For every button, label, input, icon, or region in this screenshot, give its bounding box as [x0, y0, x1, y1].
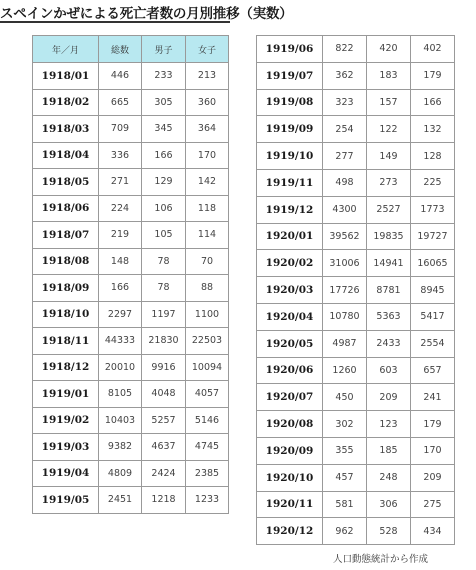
male-cell: 105: [142, 222, 186, 249]
table-row: [33, 328, 229, 355]
table-row: [257, 357, 455, 384]
table-row: [257, 464, 455, 491]
female-cell: 170: [411, 437, 455, 464]
total-cell: 4300: [323, 196, 367, 223]
month-cell: 1920/04: [257, 303, 323, 330]
table-row: [257, 116, 455, 143]
month-cell: 1919/01: [33, 381, 99, 408]
table-row: [257, 250, 455, 277]
total-cell: 362: [323, 62, 367, 89]
table-row: [257, 518, 455, 545]
female-cell: 241: [411, 384, 455, 411]
male-cell: 603: [367, 357, 411, 384]
title-underline: [0, 21, 230, 23]
female-cell: 70: [186, 248, 229, 275]
total-cell: 277: [323, 143, 367, 170]
total-cell: 446: [99, 63, 142, 90]
month-cell: 1920/09: [257, 437, 323, 464]
table-row: [33, 116, 229, 143]
male-cell: 248: [367, 464, 411, 491]
month-cell: 1918/11: [33, 328, 99, 355]
month-cell: 1918/03: [33, 116, 99, 143]
table-row: [33, 222, 229, 249]
female-cell: 1100: [186, 301, 229, 328]
total-cell: 2297: [99, 301, 142, 328]
month-cell: 1919/08: [257, 89, 323, 116]
total-cell: 10780: [323, 303, 367, 330]
female-cell: 19727: [411, 223, 455, 250]
table-row: [257, 437, 455, 464]
male-cell: 4637: [142, 434, 186, 461]
month-cell: 1920/12: [257, 518, 323, 545]
male-cell: 166: [142, 142, 186, 169]
month-cell: 1919/04: [33, 460, 99, 487]
header-female: 女子: [186, 36, 229, 63]
month-cell: 1918/12: [33, 354, 99, 381]
male-cell: 8781: [367, 277, 411, 304]
female-cell: 4745: [186, 434, 229, 461]
table-row: [257, 196, 455, 223]
male-cell: 14941: [367, 250, 411, 277]
month-cell: 1919/07: [257, 62, 323, 89]
male-cell: 209: [367, 384, 411, 411]
male-cell: 129: [142, 169, 186, 196]
total-cell: 2451: [99, 487, 142, 514]
female-cell: 657: [411, 357, 455, 384]
male-cell: 420: [367, 36, 411, 63]
female-cell: 213: [186, 63, 229, 90]
female-cell: 170: [186, 142, 229, 169]
source-note: 人口動態統計から作成: [332, 554, 428, 565]
male-cell: 2424: [142, 460, 186, 487]
male-cell: 1218: [142, 487, 186, 514]
month-cell: 1919/09: [257, 116, 323, 143]
male-cell: 19835: [367, 223, 411, 250]
total-cell: 31006: [323, 250, 367, 277]
male-cell: 528: [367, 518, 411, 545]
male-cell: 21830: [142, 328, 186, 355]
female-cell: 225: [411, 169, 455, 196]
male-cell: 1197: [142, 301, 186, 328]
deaths-table-right: [256, 35, 455, 545]
total-cell: 8105: [99, 381, 142, 408]
month-cell: 1918/09: [33, 275, 99, 302]
total-cell: 962: [323, 518, 367, 545]
month-cell: 1919/03: [33, 434, 99, 461]
total-cell: 302: [323, 411, 367, 438]
total-cell: 457: [323, 464, 367, 491]
total-cell: 498: [323, 169, 367, 196]
female-cell: 360: [186, 89, 229, 116]
total-cell: 44333: [99, 328, 142, 355]
month-cell: 1918/07: [33, 222, 99, 249]
table-row: [257, 36, 455, 63]
month-cell: 1919/05: [33, 487, 99, 514]
female-cell: 128: [411, 143, 455, 170]
month-cell: 1920/07: [257, 384, 323, 411]
table-row: [33, 248, 229, 275]
male-cell: 78: [142, 248, 186, 275]
month-cell: 1918/02: [33, 89, 99, 116]
total-cell: 10403: [99, 407, 142, 434]
female-cell: 2554: [411, 330, 455, 357]
male-cell: 106: [142, 195, 186, 222]
female-cell: 142: [186, 169, 229, 196]
total-cell: 39562: [323, 223, 367, 250]
table-row: [33, 195, 229, 222]
header-month: 年／月: [33, 36, 99, 63]
month-cell: 1918/01: [33, 63, 99, 90]
male-cell: 233: [142, 63, 186, 90]
month-cell: 1920/06: [257, 357, 323, 384]
total-cell: 4987: [323, 330, 367, 357]
female-cell: 88: [186, 275, 229, 302]
table-row: [257, 143, 455, 170]
table-row: [33, 354, 229, 381]
total-cell: 1260: [323, 357, 367, 384]
total-cell: 665: [99, 89, 142, 116]
female-cell: 166: [411, 89, 455, 116]
total-cell: 450: [323, 384, 367, 411]
month-cell: 1919/12: [257, 196, 323, 223]
male-cell: 5257: [142, 407, 186, 434]
female-cell: 4057: [186, 381, 229, 408]
male-cell: 9916: [142, 354, 186, 381]
male-cell: 78: [142, 275, 186, 302]
page-title: スペインかぜによる死亡者数の月別推移（実数）: [0, 6, 293, 22]
header-total: 総数: [99, 36, 142, 63]
total-cell: 148: [99, 248, 142, 275]
total-cell: 271: [99, 169, 142, 196]
total-cell: 20010: [99, 354, 142, 381]
total-cell: 166: [99, 275, 142, 302]
month-cell: 1918/05: [33, 169, 99, 196]
female-cell: 402: [411, 36, 455, 63]
total-cell: 581: [323, 491, 367, 518]
month-cell: 1920/03: [257, 277, 323, 304]
table-row: [257, 303, 455, 330]
female-cell: 179: [411, 62, 455, 89]
male-cell: 345: [142, 116, 186, 143]
total-cell: 355: [323, 437, 367, 464]
table-row: [33, 169, 229, 196]
month-cell: 1918/04: [33, 142, 99, 169]
male-cell: 157: [367, 89, 411, 116]
month-cell: 1919/10: [257, 143, 323, 170]
male-cell: 185: [367, 437, 411, 464]
table-row: [33, 460, 229, 487]
table-row: [33, 301, 229, 328]
table-row: [33, 275, 229, 302]
table-row: [257, 491, 455, 518]
male-cell: 4048: [142, 381, 186, 408]
female-cell: 275: [411, 491, 455, 518]
month-cell: 1920/05: [257, 330, 323, 357]
table-row: [257, 277, 455, 304]
month-cell: 1919/11: [257, 169, 323, 196]
female-cell: 118: [186, 195, 229, 222]
month-cell: 1918/06: [33, 195, 99, 222]
male-cell: 273: [367, 169, 411, 196]
male-cell: 2433: [367, 330, 411, 357]
female-cell: 1773: [411, 196, 455, 223]
total-cell: 336: [99, 142, 142, 169]
female-cell: 16065: [411, 250, 455, 277]
total-cell: 822: [323, 36, 367, 63]
female-cell: 8945: [411, 277, 455, 304]
female-cell: 132: [411, 116, 455, 143]
month-cell: 1920/10: [257, 464, 323, 491]
table-row: [33, 407, 229, 434]
table-row: [257, 89, 455, 116]
female-cell: 434: [411, 518, 455, 545]
table-row: [33, 89, 229, 116]
female-cell: 209: [411, 464, 455, 491]
month-cell: 1920/01: [257, 223, 323, 250]
month-cell: 1919/06: [257, 36, 323, 63]
table-header-row: [33, 36, 229, 63]
table-row: [257, 223, 455, 250]
deaths-table-left: [32, 35, 229, 514]
month-cell: 1918/10: [33, 301, 99, 328]
total-cell: 4809: [99, 460, 142, 487]
male-cell: 123: [367, 411, 411, 438]
month-cell: 1918/08: [33, 248, 99, 275]
table-row: [33, 142, 229, 169]
month-cell: 1920/11: [257, 491, 323, 518]
table-row: [257, 62, 455, 89]
total-cell: 9382: [99, 434, 142, 461]
total-cell: 709: [99, 116, 142, 143]
total-cell: 323: [323, 89, 367, 116]
male-cell: 305: [142, 89, 186, 116]
table-row: [33, 381, 229, 408]
female-cell: 5146: [186, 407, 229, 434]
female-cell: 1233: [186, 487, 229, 514]
table-row: [257, 411, 455, 438]
female-cell: 179: [411, 411, 455, 438]
month-cell: 1919/02: [33, 407, 99, 434]
male-cell: 306: [367, 491, 411, 518]
total-cell: 224: [99, 195, 142, 222]
total-cell: 254: [323, 116, 367, 143]
male-cell: 2527: [367, 196, 411, 223]
male-cell: 183: [367, 62, 411, 89]
month-cell: 1920/02: [257, 250, 323, 277]
table-row: [33, 487, 229, 514]
male-cell: 149: [367, 143, 411, 170]
male-cell: 5363: [367, 303, 411, 330]
month-cell: 1920/08: [257, 411, 323, 438]
header-male: 男子: [142, 36, 186, 63]
table-row: [257, 169, 455, 196]
female-cell: 22503: [186, 328, 229, 355]
female-cell: 114: [186, 222, 229, 249]
table-row: [257, 330, 455, 357]
total-cell: 219: [99, 222, 142, 249]
female-cell: 2385: [186, 460, 229, 487]
table-row: [33, 434, 229, 461]
female-cell: 10094: [186, 354, 229, 381]
female-cell: 5417: [411, 303, 455, 330]
female-cell: 364: [186, 116, 229, 143]
male-cell: 122: [367, 116, 411, 143]
table-row: [257, 384, 455, 411]
total-cell: 17726: [323, 277, 367, 304]
table-row: [33, 63, 229, 90]
